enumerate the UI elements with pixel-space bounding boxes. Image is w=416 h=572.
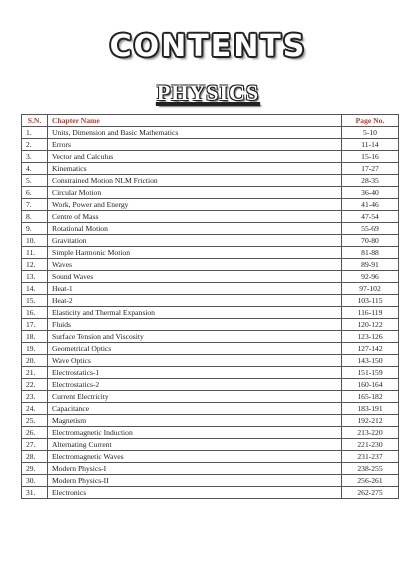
chapter-name-cell: Heat-1 — [48, 283, 342, 295]
chapter-name-cell: Electromagnetic Waves — [48, 451, 342, 463]
page-number-cell: 192-212 — [342, 415, 399, 427]
serial-number-cell: 28. — [22, 451, 48, 463]
chapter-name-cell: Electrostatics-2 — [48, 379, 342, 391]
serial-number-cell: 17. — [22, 319, 48, 331]
table-row — [22, 355, 399, 367]
table-row — [22, 463, 399, 475]
table-row — [22, 319, 399, 331]
table-row — [22, 235, 399, 247]
serial-number-cell: 2. — [22, 139, 48, 151]
page-number-cell: 17-27 — [342, 163, 399, 175]
page-number-cell: 103-115 — [342, 295, 399, 307]
page-number-cell: 89-91 — [342, 259, 399, 271]
serial-number-cell: 18. — [22, 331, 48, 343]
table-row — [22, 379, 399, 391]
table-row — [22, 343, 399, 355]
table-row — [22, 475, 399, 487]
page-number-cell: 231-237 — [342, 451, 399, 463]
section-subtitle — [0, 80, 416, 106]
page-number-cell: 213-220 — [342, 427, 399, 439]
chapter-name-cell: Work, Power and Energy — [48, 199, 342, 211]
serial-number-cell: 13. — [22, 271, 48, 283]
page-number-cell: 97-102 — [342, 283, 399, 295]
page-number-cell: 160-164 — [342, 379, 399, 391]
chapter-name-cell: Rotational Motion — [48, 223, 342, 235]
page-number-cell: 256-261 — [342, 475, 399, 487]
table-row — [22, 331, 399, 343]
table-row — [22, 151, 399, 163]
page-number-cell: 238-255 — [342, 463, 399, 475]
serial-number-cell: 8. — [22, 211, 48, 223]
table-row — [22, 295, 399, 307]
page-number-cell: 120-122 — [342, 319, 399, 331]
serial-number-cell: 31. — [22, 487, 48, 499]
serial-number-cell: 30. — [22, 475, 48, 487]
page-number-cell: 262-275 — [342, 487, 399, 499]
page-number-cell: 41-46 — [342, 199, 399, 211]
serial-number-cell: 11. — [22, 247, 48, 259]
chapter-name-cell: Electromagnetic Induction — [48, 427, 342, 439]
chapter-name-cell: Units, Dimension and Basic Mathematics — [48, 127, 342, 139]
serial-number-cell: 3. — [22, 151, 48, 163]
chapter-name-cell: Kinematics — [48, 163, 342, 175]
chapter-name-cell: Simple Harmonic Motion — [48, 247, 342, 259]
page-number-cell: 143-150 — [342, 355, 399, 367]
chapter-name-cell: Surface Tension and Viscosity — [48, 331, 342, 343]
serial-number-cell: 21. — [22, 367, 48, 379]
page-number-cell: 47-54 — [342, 211, 399, 223]
chapter-name-cell: Geometrical Optics — [48, 343, 342, 355]
table-row — [22, 439, 399, 451]
chapter-name-cell: Vector and Calculus — [48, 151, 342, 163]
page-number-cell: 92-96 — [342, 271, 399, 283]
page-number-cell: 15-16 — [342, 151, 399, 163]
page-number-cell: 151-159 — [342, 367, 399, 379]
table-row — [22, 307, 399, 319]
table-row — [22, 139, 399, 151]
serial-number-cell: 24. — [22, 403, 48, 415]
header-chapter-name: Chapter Name — [48, 115, 342, 127]
serial-number-cell: 1. — [22, 127, 48, 139]
page-number-cell: 123-126 — [342, 331, 399, 343]
table-row — [22, 427, 399, 439]
chapter-name-cell: Constrained Motion NLM Friction — [48, 175, 342, 187]
table-row — [22, 367, 399, 379]
serial-number-cell: 22. — [22, 379, 48, 391]
table-header-row — [22, 115, 399, 127]
page-number-cell: 221-230 — [342, 439, 399, 451]
chapter-name-cell: Magnetism — [48, 415, 342, 427]
serial-number-cell: 5. — [22, 175, 48, 187]
table-row — [22, 127, 399, 139]
serial-number-cell: 15. — [22, 295, 48, 307]
header-sn: S.N. — [22, 115, 48, 127]
serial-number-cell: 19. — [22, 343, 48, 355]
serial-number-cell: 9. — [22, 223, 48, 235]
chapter-name-cell: Heat-2 — [48, 295, 342, 307]
page-number-cell: 116-119 — [342, 307, 399, 319]
table-row — [22, 247, 399, 259]
chapter-name-cell: Wave Optics — [48, 355, 342, 367]
page-number-cell: 11-14 — [342, 139, 399, 151]
serial-number-cell: 6. — [22, 187, 48, 199]
chapter-name-cell: Modern Physics-II — [48, 475, 342, 487]
table-row — [22, 415, 399, 427]
chapter-name-cell: Modern Physics-I — [48, 463, 342, 475]
header-page-no: Page No. — [342, 115, 399, 127]
serial-number-cell: 29. — [22, 463, 48, 475]
serial-number-cell: 4. — [22, 163, 48, 175]
chapter-name-cell: Sound Waves — [48, 271, 342, 283]
table-row — [22, 223, 399, 235]
table-row — [22, 259, 399, 271]
chapter-name-cell: Circular Motion — [48, 187, 342, 199]
serial-number-cell: 20. — [22, 355, 48, 367]
serial-number-cell: 14. — [22, 283, 48, 295]
chapter-name-cell: Gravitation — [48, 235, 342, 247]
serial-number-cell: 26. — [22, 427, 48, 439]
chapter-name-cell: Elasticity and Thermal Expansion — [48, 307, 342, 319]
page-number-cell: 81-88 — [342, 247, 399, 259]
page-number-cell: 55-69 — [342, 223, 399, 235]
table-row — [22, 211, 399, 223]
chapter-name-cell: Centre of Mass — [48, 211, 342, 223]
table-row — [22, 271, 399, 283]
chapter-name-cell: Capacitance — [48, 403, 342, 415]
serial-number-cell: 10. — [22, 235, 48, 247]
page-number-cell: 28-35 — [342, 175, 399, 187]
chapter-name-cell: Electrostatics-1 — [48, 367, 342, 379]
page-number-cell: 183-191 — [342, 403, 399, 415]
page-number-cell: 70-80 — [342, 235, 399, 247]
serial-number-cell: 7. — [22, 199, 48, 211]
chapter-name-cell: Alternating Current — [48, 439, 342, 451]
table-row — [22, 163, 399, 175]
serial-number-cell: 23. — [22, 391, 48, 403]
serial-number-cell: 25. — [22, 415, 48, 427]
serial-number-cell: 16. — [22, 307, 48, 319]
subtitle-text: PHYSICS — [156, 80, 260, 105]
page-number-cell: 165-182 — [342, 391, 399, 403]
chapter-name-cell: Fluids — [48, 319, 342, 331]
table-row — [22, 175, 399, 187]
chapter-name-cell: Errors — [48, 139, 342, 151]
table-row — [22, 187, 399, 199]
table-row — [22, 487, 399, 499]
page-number-cell: 127-142 — [342, 343, 399, 355]
table-row — [22, 283, 399, 295]
table-row — [22, 199, 399, 211]
serial-number-cell: 12. — [22, 259, 48, 271]
table-row — [22, 403, 399, 415]
chapter-name-cell: Current Electricity — [48, 391, 342, 403]
chapter-name-cell: Waves — [48, 259, 342, 271]
table-row — [22, 391, 399, 403]
contents-table — [21, 114, 399, 499]
chapter-name-cell: Electronics — [48, 487, 342, 499]
page-number-cell: 36-40 — [342, 187, 399, 199]
page-title: CONTENTS — [109, 29, 307, 64]
page-number-cell: 5-10 — [342, 127, 399, 139]
serial-number-cell: 27. — [22, 439, 48, 451]
table-row — [22, 451, 399, 463]
